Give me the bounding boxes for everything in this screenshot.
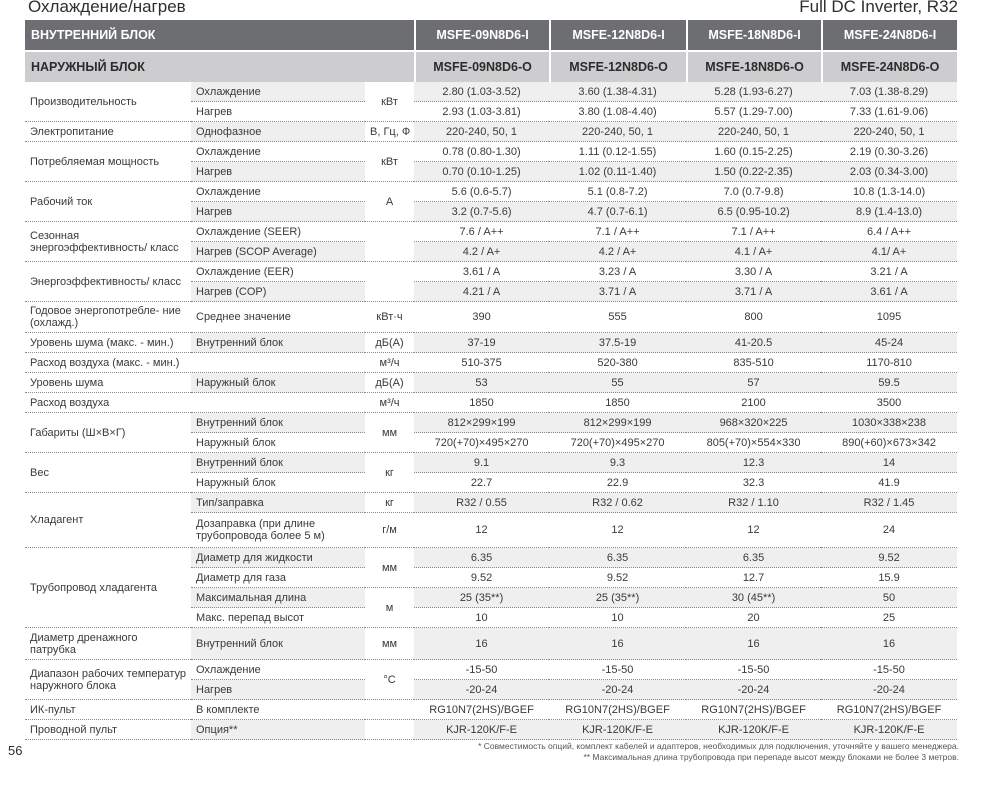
value-cell: 4.1 / A+: [686, 242, 821, 262]
value-cell: 20: [686, 608, 821, 628]
value-cell: 3.80 (1.08-4.40): [549, 102, 686, 122]
table-row: [25, 413, 957, 433]
value-cell: 5.6 (0.6-5.7): [414, 182, 549, 202]
indoor-model: MSFE-24N8D6-I: [821, 20, 957, 50]
sub-label: Нагрев: [191, 680, 365, 700]
unit-label: кВт·ч: [365, 302, 414, 333]
value-cell: 45-24: [821, 333, 957, 353]
unit-label: [365, 262, 414, 302]
value-cell: 3.61 / A: [414, 262, 549, 282]
outdoor-label: НАРУЖНЫЙ БЛОК: [25, 50, 414, 82]
table-row: [25, 393, 957, 413]
table-row: [25, 628, 957, 660]
value-cell: 9.52: [821, 548, 957, 568]
value-cell: RG10N7(2HS)/BGEF: [414, 700, 549, 720]
value-cell: 9.1: [414, 453, 549, 473]
sub-label: Охлаждение: [191, 142, 365, 162]
unit-label: м³/ч: [365, 393, 414, 413]
sub-label: Нагрев: [191, 202, 365, 222]
table-row: [25, 222, 957, 242]
value-cell: 7.1 / A++: [686, 222, 821, 242]
value-cell: 12: [414, 513, 549, 548]
unit-label: дБ(А): [365, 333, 414, 353]
value-cell: -15-50: [549, 660, 686, 680]
sub-label: Максимальная длина: [191, 588, 365, 608]
unit-label: мм: [365, 548, 414, 588]
value-cell: 6.5 (0.95-10.2): [686, 202, 821, 222]
sub-label: Диаметр для жидкости: [191, 548, 365, 568]
table-row: [25, 660, 957, 680]
value-cell: 6.35: [414, 548, 549, 568]
value-cell: 10: [414, 608, 549, 628]
value-cell: 220-240, 50, 1: [821, 122, 957, 142]
value-cell: 3.71 / A: [686, 282, 821, 302]
value-cell: 7.0 (0.7-9.8): [686, 182, 821, 202]
sub-label: Нагрев: [191, 102, 365, 122]
value-cell: -15-50: [821, 660, 957, 680]
param-label: Уровень шума (макс. - мин.): [25, 333, 191, 353]
value-cell: -20-24: [414, 680, 549, 700]
value-cell: 12.7: [686, 568, 821, 588]
unit-label: кВт: [365, 82, 414, 122]
param-label: Сезонная энергоэффективность/ класс: [25, 222, 191, 262]
sub-label: Внутренний блок: [191, 413, 365, 433]
value-cell: 3.61 / A: [821, 282, 957, 302]
value-cell: 220-240, 50, 1: [686, 122, 821, 142]
table-row: [25, 373, 957, 393]
sub-label: Наружный блок: [191, 473, 365, 493]
param-label: Уровень шума: [25, 373, 191, 393]
indoor-model: MSFE-09N8D6-I: [414, 20, 549, 50]
value-cell: 3.21 / A: [821, 262, 957, 282]
unit-label: В, Гц, Ф: [365, 122, 414, 142]
value-cell: R32 / 1.45: [821, 493, 957, 513]
value-cell: 812×299×199: [549, 413, 686, 433]
value-cell: R32 / 0.55: [414, 493, 549, 513]
value-cell: 41.9: [821, 473, 957, 493]
value-cell: 22.9: [549, 473, 686, 493]
sub-label: Охлаждение (SEER): [191, 222, 365, 242]
value-cell: 12: [686, 513, 821, 548]
value-cell: RG10N7(2HS)/BGEF: [821, 700, 957, 720]
value-cell: 1.11 (0.12-1.55): [549, 142, 686, 162]
param-label: Электропитание: [25, 122, 191, 142]
value-cell: 390: [414, 302, 549, 333]
table-row: [25, 142, 957, 162]
value-cell: 57: [686, 373, 821, 393]
value-cell: 7.6 / A++: [414, 222, 549, 242]
unit-label: м³/ч: [365, 353, 414, 373]
sub-label: Нагрев: [191, 162, 365, 182]
table-row: [25, 333, 957, 353]
value-cell: 1.02 (0.11-1.40): [549, 162, 686, 182]
param-label: Вес: [25, 453, 191, 493]
value-cell: 50: [821, 588, 957, 608]
unit-label: [365, 700, 414, 720]
sub-label: Опция**: [191, 720, 365, 740]
value-cell: 555: [549, 302, 686, 333]
footnote: ** Максимальная длина трубопровода при перепаде высот между блоками не более 3 метров.: [583, 752, 959, 762]
sub-label: Наружный блок: [191, 433, 365, 453]
value-cell: 6.35: [549, 548, 686, 568]
param-label: Энергоэффективность/ класс: [25, 262, 191, 302]
value-cell: 25: [821, 608, 957, 628]
value-cell: 16: [414, 628, 549, 660]
value-cell: 37-19: [414, 333, 549, 353]
value-cell: 1030×338×238: [821, 413, 957, 433]
sub-label: Охлаждение: [191, 660, 365, 680]
value-cell: 812×299×199: [414, 413, 549, 433]
table-row: [25, 262, 957, 282]
unit-label: мм: [365, 413, 414, 453]
value-cell: -15-50: [414, 660, 549, 680]
param-label: Проводной пульт: [25, 720, 191, 740]
sub-label: Внутренний блок: [191, 453, 365, 473]
value-cell: 3500: [821, 393, 957, 413]
value-cell: 1.60 (0.15-2.25): [686, 142, 821, 162]
value-cell: 510-375: [414, 353, 549, 373]
page-number: 56: [8, 743, 23, 758]
unit-label: г/м: [365, 513, 414, 548]
value-cell: 9.52: [414, 568, 549, 588]
outdoor-model: MSFE-12N8D6-O: [549, 50, 686, 82]
sub-label: Тип/заправка: [191, 493, 365, 513]
value-cell: 4.1/ A+: [821, 242, 957, 262]
value-cell: 4.2 / A+: [549, 242, 686, 262]
unit-label: кВт: [365, 142, 414, 182]
value-cell: R32 / 1.10: [686, 493, 821, 513]
value-cell: 55: [549, 373, 686, 393]
table-row: [25, 493, 957, 513]
param-label: Расход воздуха: [25, 393, 191, 413]
unit-label: °С: [365, 660, 414, 700]
value-cell: R32 / 0.62: [549, 493, 686, 513]
value-cell: 10.8 (1.3-14.0): [821, 182, 957, 202]
value-cell: 1170-810: [821, 353, 957, 373]
table-row: [25, 122, 957, 142]
value-cell: 3.71 / A: [549, 282, 686, 302]
value-cell: 32.3: [686, 473, 821, 493]
value-cell: 7.1 / A++: [549, 222, 686, 242]
outdoor-model: MSFE-24N8D6-O: [821, 50, 957, 82]
value-cell: 5.28 (1.93-6.27): [686, 82, 821, 102]
sub-label: Макс. перепад высот: [191, 608, 365, 628]
value-cell: -20-24: [686, 680, 821, 700]
sub-label: Охлаждение (EER): [191, 262, 365, 282]
value-cell: 968×320×225: [686, 413, 821, 433]
value-cell: 4.21 / A: [414, 282, 549, 302]
value-cell: 1.50 (0.22-2.35): [686, 162, 821, 182]
indoor-model: MSFE-18N8D6-I: [686, 20, 821, 50]
param-label: Годовое энергопотребле- ние (охлажд.): [25, 302, 191, 333]
value-cell: 15.9: [821, 568, 957, 588]
unit-label: кг: [365, 493, 414, 513]
value-cell: 5.57 (1.29-7.00): [686, 102, 821, 122]
param-label: Диапазон рабочих температур наружного блока: [25, 660, 191, 700]
value-cell: 12.3: [686, 453, 821, 473]
value-cell: 3.60 (1.38-4.31): [549, 82, 686, 102]
value-cell: KJR-120K/F-E: [549, 720, 686, 740]
value-cell: 4.7 (0.7-6.1): [549, 202, 686, 222]
value-cell: 2.93 (1.03-3.81): [414, 102, 549, 122]
value-cell: 25 (35**): [549, 588, 686, 608]
value-cell: 9.3: [549, 453, 686, 473]
table-row: [25, 453, 957, 473]
value-cell: 0.78 (0.80-1.30): [414, 142, 549, 162]
outdoor-model: MSFE-09N8D6-O: [414, 50, 549, 82]
footnotes: [478, 741, 959, 763]
value-cell: KJR-120K/F-E: [686, 720, 821, 740]
outdoor-model: MSFE-18N8D6-O: [686, 50, 821, 82]
param-label: Габариты (Ш×В×Г): [25, 413, 191, 453]
value-cell: 890(+60)×673×342: [821, 433, 957, 453]
param-label: Хладагент: [25, 493, 191, 548]
table-row: [25, 700, 957, 720]
value-cell: 7.33 (1.61-9.06): [821, 102, 957, 122]
sub-label: Охлаждение: [191, 182, 365, 202]
value-cell: 14: [821, 453, 957, 473]
sub-label: Внутренний блок: [191, 628, 365, 660]
value-cell: 1095: [821, 302, 957, 333]
value-cell: RG10N7(2HS)/BGEF: [549, 700, 686, 720]
unit-label: дБ(А): [365, 373, 414, 393]
value-cell: 6.4 / A++: [821, 222, 957, 242]
indoor-label: ВНУТРЕННИЙ БЛОК: [25, 20, 414, 50]
param-label: ИК-пульт: [25, 700, 191, 720]
table-row: [25, 182, 957, 202]
param-label: Расход воздуха (макс. - мин.): [25, 353, 365, 373]
value-cell: 1850: [549, 393, 686, 413]
value-cell: 520-380: [549, 353, 686, 373]
value-cell: 220-240, 50, 1: [414, 122, 549, 142]
value-cell: 12: [549, 513, 686, 548]
sub-label: Среднее значение: [191, 302, 365, 333]
table-row: [25, 302, 957, 333]
unit-label: [365, 720, 414, 740]
value-cell: 5.1 (0.8-7.2): [549, 182, 686, 202]
value-cell: 2.19 (0.30-3.26): [821, 142, 957, 162]
sub-label: Однофазное: [191, 122, 365, 142]
spec-table: [25, 20, 957, 740]
value-cell: 720(+70)×495×270: [549, 433, 686, 453]
value-cell: 835-510: [686, 353, 821, 373]
table-row: [25, 720, 957, 740]
unit-label: мм: [365, 628, 414, 660]
value-cell: 800: [686, 302, 821, 333]
table-row: [25, 548, 957, 568]
sub-label: В комплекте: [191, 700, 365, 720]
param-label: Производительность: [25, 82, 191, 122]
value-cell: 4.2 / A+: [414, 242, 549, 262]
value-cell: KJR-120K/F-E: [414, 720, 549, 740]
value-cell: 59.5: [821, 373, 957, 393]
value-cell: 25 (35**): [414, 588, 549, 608]
value-cell: -20-24: [549, 680, 686, 700]
value-cell: 220-240, 50, 1: [549, 122, 686, 142]
value-cell: 53: [414, 373, 549, 393]
value-cell: KJR-120K/F-E: [821, 720, 957, 740]
param-label: Потребляемая мощность: [25, 142, 191, 182]
value-cell: 16: [686, 628, 821, 660]
table-row: [25, 82, 957, 102]
footnote: * Совместимость опций, комплект кабелей и адаптеров, необходимых для подключения, уточняйте у вашего менеджера.: [478, 741, 959, 751]
value-cell: 7.03 (1.38-8.29): [821, 82, 957, 102]
value-cell: -20-24: [821, 680, 957, 700]
value-cell: 24: [821, 513, 957, 548]
value-cell: 1850: [414, 393, 549, 413]
value-cell: 10: [549, 608, 686, 628]
value-cell: 16: [549, 628, 686, 660]
unit-label: кг: [365, 453, 414, 493]
value-cell: 6.35: [686, 548, 821, 568]
sub-label: [191, 393, 365, 413]
sub-label: Диаметр для газа: [191, 568, 365, 588]
sub-label: Внутренний блок: [191, 333, 365, 353]
value-cell: 2.03 (0.34-3.00): [821, 162, 957, 182]
value-cell: 16: [821, 628, 957, 660]
param-label: Рабочий ток: [25, 182, 191, 222]
value-cell: 3.2 (0.7-5.6): [414, 202, 549, 222]
value-cell: 2100: [686, 393, 821, 413]
value-cell: 37.5-19: [549, 333, 686, 353]
sub-label: Дозаправка (при длине трубопровода более 5 м): [191, 513, 365, 548]
param-label: Диаметр дренажного патрубка: [25, 628, 191, 660]
value-cell: 9.52: [549, 568, 686, 588]
value-cell: 41-20.5: [686, 333, 821, 353]
unit-label: А: [365, 182, 414, 222]
value-cell: 8.9 (1.4-13.0): [821, 202, 957, 222]
unit-label: [365, 222, 414, 262]
table-row: [25, 353, 957, 373]
value-cell: RG10N7(2HS)/BGEF: [686, 700, 821, 720]
value-cell: 805(+70)×554×330: [686, 433, 821, 453]
outdoor-header-row: [25, 50, 957, 82]
sub-label: Нагрев (SCOP Average): [191, 242, 365, 262]
indoor-model: MSFE-12N8D6-I: [549, 20, 686, 50]
value-cell: 2.80 (1.03-3.52): [414, 82, 549, 102]
param-label: Трубопровод хладагента: [25, 548, 191, 628]
unit-label: м: [365, 588, 414, 628]
value-cell: 3.23 / A: [549, 262, 686, 282]
sub-label: Нагрев (COP): [191, 282, 365, 302]
value-cell: 0.70 (0.10-1.25): [414, 162, 549, 182]
value-cell: -15-50: [686, 660, 821, 680]
value-cell: 30 (45**): [686, 588, 821, 608]
sub-label: Наружный блок: [191, 373, 365, 393]
page-title: Охлаждение/нагрев: [28, 0, 186, 16]
sub-label: Охлаждение: [191, 82, 365, 102]
indoor-header-row: [25, 20, 957, 50]
value-cell: 22.7: [414, 473, 549, 493]
value-cell: 720(+70)×495×270: [414, 433, 549, 453]
series-title: Full DC Inverter, R32: [799, 0, 958, 16]
value-cell: 3.30 / A: [686, 262, 821, 282]
